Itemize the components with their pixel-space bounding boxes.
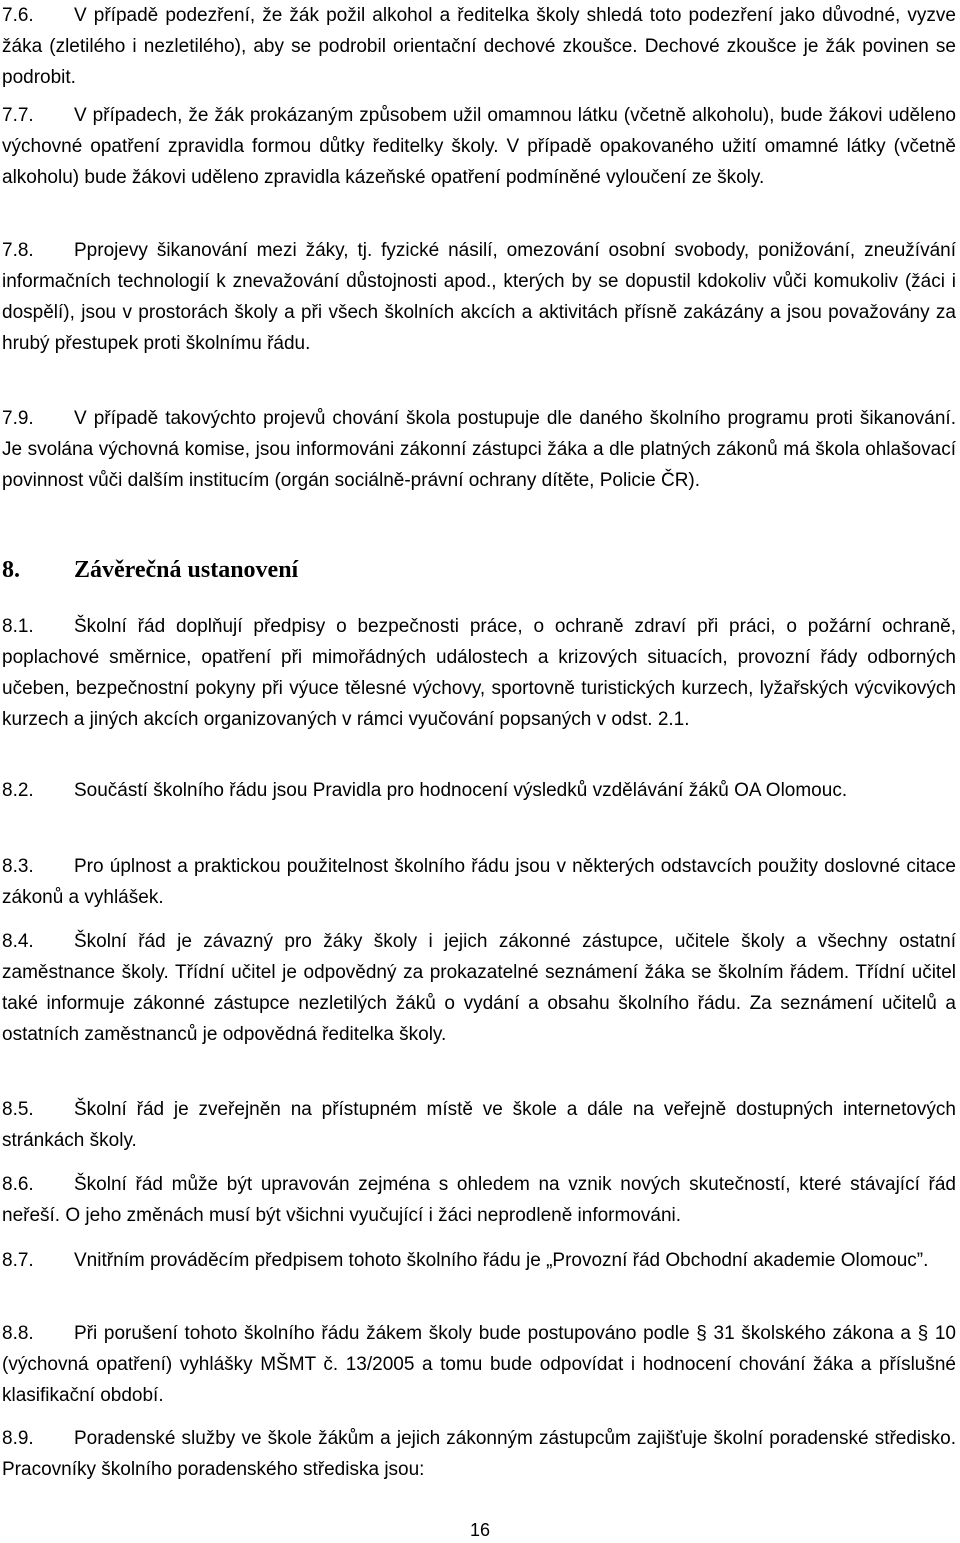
paragraph-number: 7.6. <box>2 5 34 26</box>
paragraph-text: Při porušení tohoto školního řádu žákem školy bude postupováno podle § 31 školského zákona a § 10 (výchovná opatření) vyhlášky MŠMT č. 13/2005 a tomu bude odpovídat i hodnocení chování žáka a příslušné klasifikační období. <box>2 1323 956 1406</box>
paragraph-number: 8.7. <box>2 1250 34 1271</box>
paragraph-number: 8.6. <box>2 1174 34 1195</box>
paragraph-7-7 <box>2 100 956 193</box>
paragraph-number: 8.4. <box>2 931 34 952</box>
paragraph-text: V případě takovýchto projevů chování škola postupuje dle daného školního programu proti šikanování. Je svolána výchovná komise, jsou informováni zákonní zástupci žáka a dle platných zákonů má škola ohlašovací povinnost vůči dalším institucím (orgán sociálně-právní ochrany dítěte, Policie ČR). <box>2 408 956 491</box>
paragraph-number: 8.2. <box>2 780 34 801</box>
paragraph-text: Školní řád může být upravován zejména s ohledem na vznik nových skutečností, které stávající řád neřeší. O jeho změnách musí být všichni vyučující i žáci neprodleně informováni. <box>2 1174 956 1226</box>
paragraph-number: 7.8. <box>2 240 34 261</box>
paragraph-8-4 <box>2 926 956 1050</box>
paragraph-8-3 <box>2 851 956 913</box>
paragraph-number: 7.7. <box>2 105 34 126</box>
paragraph-7-6 <box>2 0 956 93</box>
page-number: 16 <box>469 1520 491 1540</box>
paragraph-7-8 <box>2 235 956 359</box>
paragraph-text: V případech, že žák prokázaným způsobem užil omamnou látku (včetně alkoholu), bude žákovi uděleno výchovné opatření zpravidla formou důtky ředitelky školy. V případě opakovaného užití omamné látky (včetně alkoholu) bude žákovi uděleno zpravidla kázeňské opatření podmíněné vyloučení ze školy. <box>2 105 956 188</box>
paragraph-text: Školní řád je závazný pro žáky školy i jejich zákonné zástupce, učitele školy a všechny ostatní zaměstnance školy. Třídní učitel je odpovědný za prokazatelné seznámení žáka se školním řádem. Třídní učitel také informuje zákonné zástupce nezletilých žáků o vydání a obsahu školního řádu. Za seznámení učitelů a ostatních zaměstnanců je odpovědná ředitelka školy. <box>2 931 956 1045</box>
paragraph-number: 8.8. <box>2 1323 34 1344</box>
section-number: 8. <box>2 557 20 583</box>
section-title: Závěrečná ustanovení <box>74 557 299 583</box>
paragraph-number: 8.1. <box>2 616 34 637</box>
paragraph-text: Školní řád je zveřejněn na přístupném místě ve škole a dále na veřejně dostupných internetových stránkách školy. <box>2 1099 956 1151</box>
paragraph-8-5 <box>2 1094 956 1156</box>
paragraph-text: Školní řád doplňují předpisy o bezpečnosti práce, o ochraně zdraví při práci, o požární ochraně, poplachové směrnice, opatření při mimořádných událostech a krizových situacích, provozní řády odborných učeben, bezpečnostní pokyny při výuce tělesné výchovy, sportovně turistických kurzech, lyžařských výcvikových kurzech a jiných akcích organizovaných v rámci vyučování popsaných v odst. 2.1. <box>2 616 956 730</box>
paragraph-text: Pprojevy šikanování mezi žáky, tj. fyzické násilí, omezování osobní svobody, ponižování, zneužívání informačních technologií k znevažování důstojnosti apod., kterých by se dopustil kdokoliv vůči komukoliv (žáci i dospělí), jsou v prostorách školy a při všech školních akcích a aktivitách přísně zakázány a jsou považovány za hrubý přestupek proti školnímu řádu. <box>2 240 956 354</box>
paragraph-text: Součástí školního řádu jsou Pravidla pro hodnocení výsledků vzdělávání žáků OA Olomouc. <box>74 780 848 801</box>
paragraph-text: V případě podezření, že žák požil alkohol a ředitelka školy shledá toto podezření jako důvodné, vyzve žáka (zletilého i nezletilého), aby se podrobil orientační dechové zkoušce. Dechové zkoušce je žák povinen se podrobit. <box>2 5 956 88</box>
paragraph-8-1 <box>2 611 956 735</box>
paragraph-number: 8.3. <box>2 856 34 877</box>
paragraph-8-6 <box>2 1169 956 1231</box>
paragraph-number: 7.9. <box>2 408 34 429</box>
paragraph-8-9 <box>2 1423 956 1485</box>
paragraph-number: 8.5. <box>2 1099 34 1120</box>
paragraph-7-9 <box>2 403 956 496</box>
paragraph-8-2 <box>2 775 956 806</box>
paragraph-text: Poradenské služby ve škole žákům a jejich zákonným zástupcům zajišťuje školní poradenské středisko. Pracovníky školního poradenského střediska jsou: <box>2 1428 956 1480</box>
paragraph-number: 8.9. <box>2 1428 34 1449</box>
paragraph-text: Pro úplnost a praktickou použitelnost školního řádu jsou v některých odstavcích použity doslovné citace zákonů a vyhlášek. <box>2 856 956 908</box>
section-heading <box>2 555 956 585</box>
paragraph-8-7 <box>2 1245 956 1276</box>
paragraph-text: Vnitřním prováděcím předpisem tohoto školního řádu je „Provozní řád Obchodní akademie Olomouc”. <box>74 1250 929 1271</box>
paragraph-8-8 <box>2 1318 956 1411</box>
